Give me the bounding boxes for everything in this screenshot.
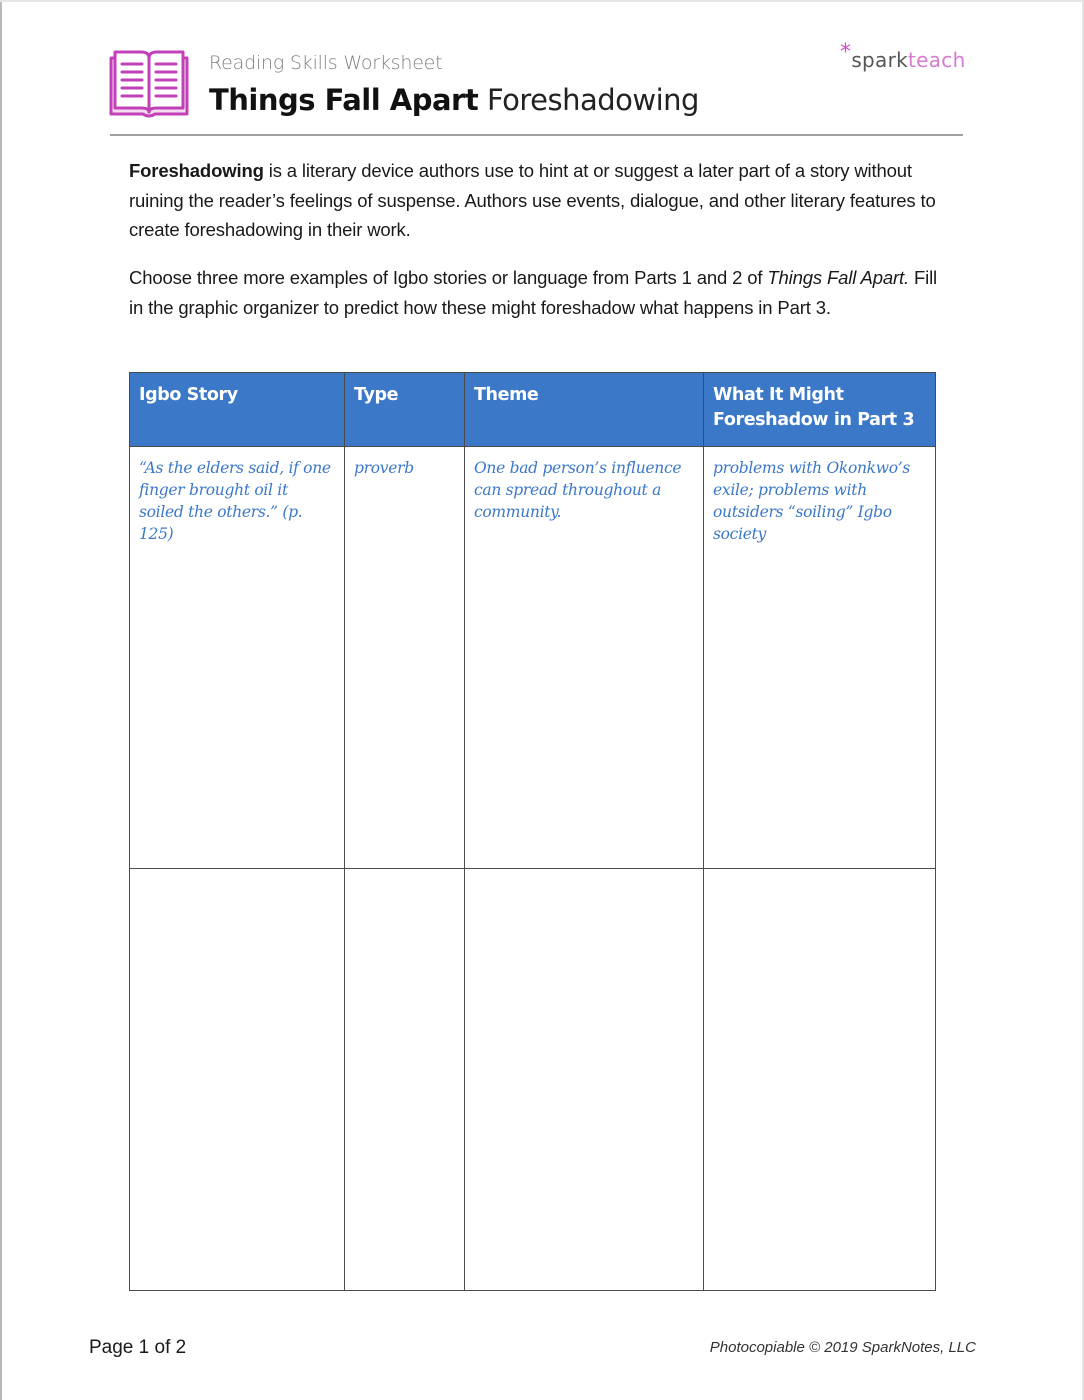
- cell-foreshadow[interactable]: problems with Okonkwo’s exile; problems with outsiders “soiling” Igbo society: [704, 447, 936, 869]
- page-edge: [0, 0, 2, 1400]
- cell-type[interactable]: proverb: [345, 447, 465, 869]
- column-header-igbo-story: Igbo Story: [130, 373, 345, 447]
- sparkteach-logo: [840, 40, 966, 73]
- copyright-notice: Photocopiable © 2019 SparkNotes, LLC: [709, 1339, 976, 1356]
- page-edge: [0, 0, 1084, 2]
- instructions-text: Choose three more examples of Igbo stories or language from Parts 1 and 2 of: [129, 267, 768, 288]
- book-title: Things Fall Apart: [209, 83, 479, 117]
- column-header-theme: Theme: [465, 373, 704, 447]
- cell-theme[interactable]: One bad person’s influence can spread throughout a community.: [465, 447, 704, 869]
- header-divider: [110, 134, 963, 136]
- page-title: [209, 83, 699, 117]
- logo-spark-text: spark: [851, 48, 908, 72]
- table-row: [130, 869, 936, 1291]
- definition-text: is a literary device authors use to hint at or suggest a later part of a story without ruining the reader’s feelings of suspense. Authors use events, dialogue, and other literary features to create foreshadowing in their work.: [129, 160, 936, 240]
- cell-theme[interactable]: [465, 869, 704, 1291]
- instructions-text-end: Fill in the graphic organizer to predict how these might foreshadow what happens in Part 3.: [129, 267, 937, 318]
- topic-title: Foreshadowing: [486, 83, 699, 117]
- worksheet-subtitle: Reading Skills Worksheet: [209, 52, 443, 74]
- definition-paragraph: [129, 156, 944, 245]
- cell-igbo-story[interactable]: “As the elders said, if one finger brought oil it soiled the others.” (p. 125): [130, 447, 345, 869]
- graphic-organizer-table: [129, 372, 936, 1291]
- cell-foreshadow[interactable]: [704, 869, 936, 1291]
- term: Foreshadowing: [129, 160, 264, 181]
- cell-type[interactable]: [345, 869, 465, 1291]
- asterisk-icon: *: [840, 40, 852, 65]
- cell-igbo-story[interactable]: [130, 869, 345, 1291]
- book-title-italic: Things Fall Apart.: [767, 267, 909, 288]
- column-header-type: Type: [345, 373, 465, 447]
- instructions-paragraph: [129, 263, 944, 322]
- table-row: [130, 447, 936, 869]
- table-header-row: [130, 373, 936, 447]
- page-number: Page 1 of 2: [89, 1337, 187, 1358]
- open-book-icon: [108, 48, 190, 120]
- logo-teach-text: teach: [908, 48, 966, 72]
- column-header-foreshadow: What It Might Foreshadow in Part 3: [704, 373, 936, 447]
